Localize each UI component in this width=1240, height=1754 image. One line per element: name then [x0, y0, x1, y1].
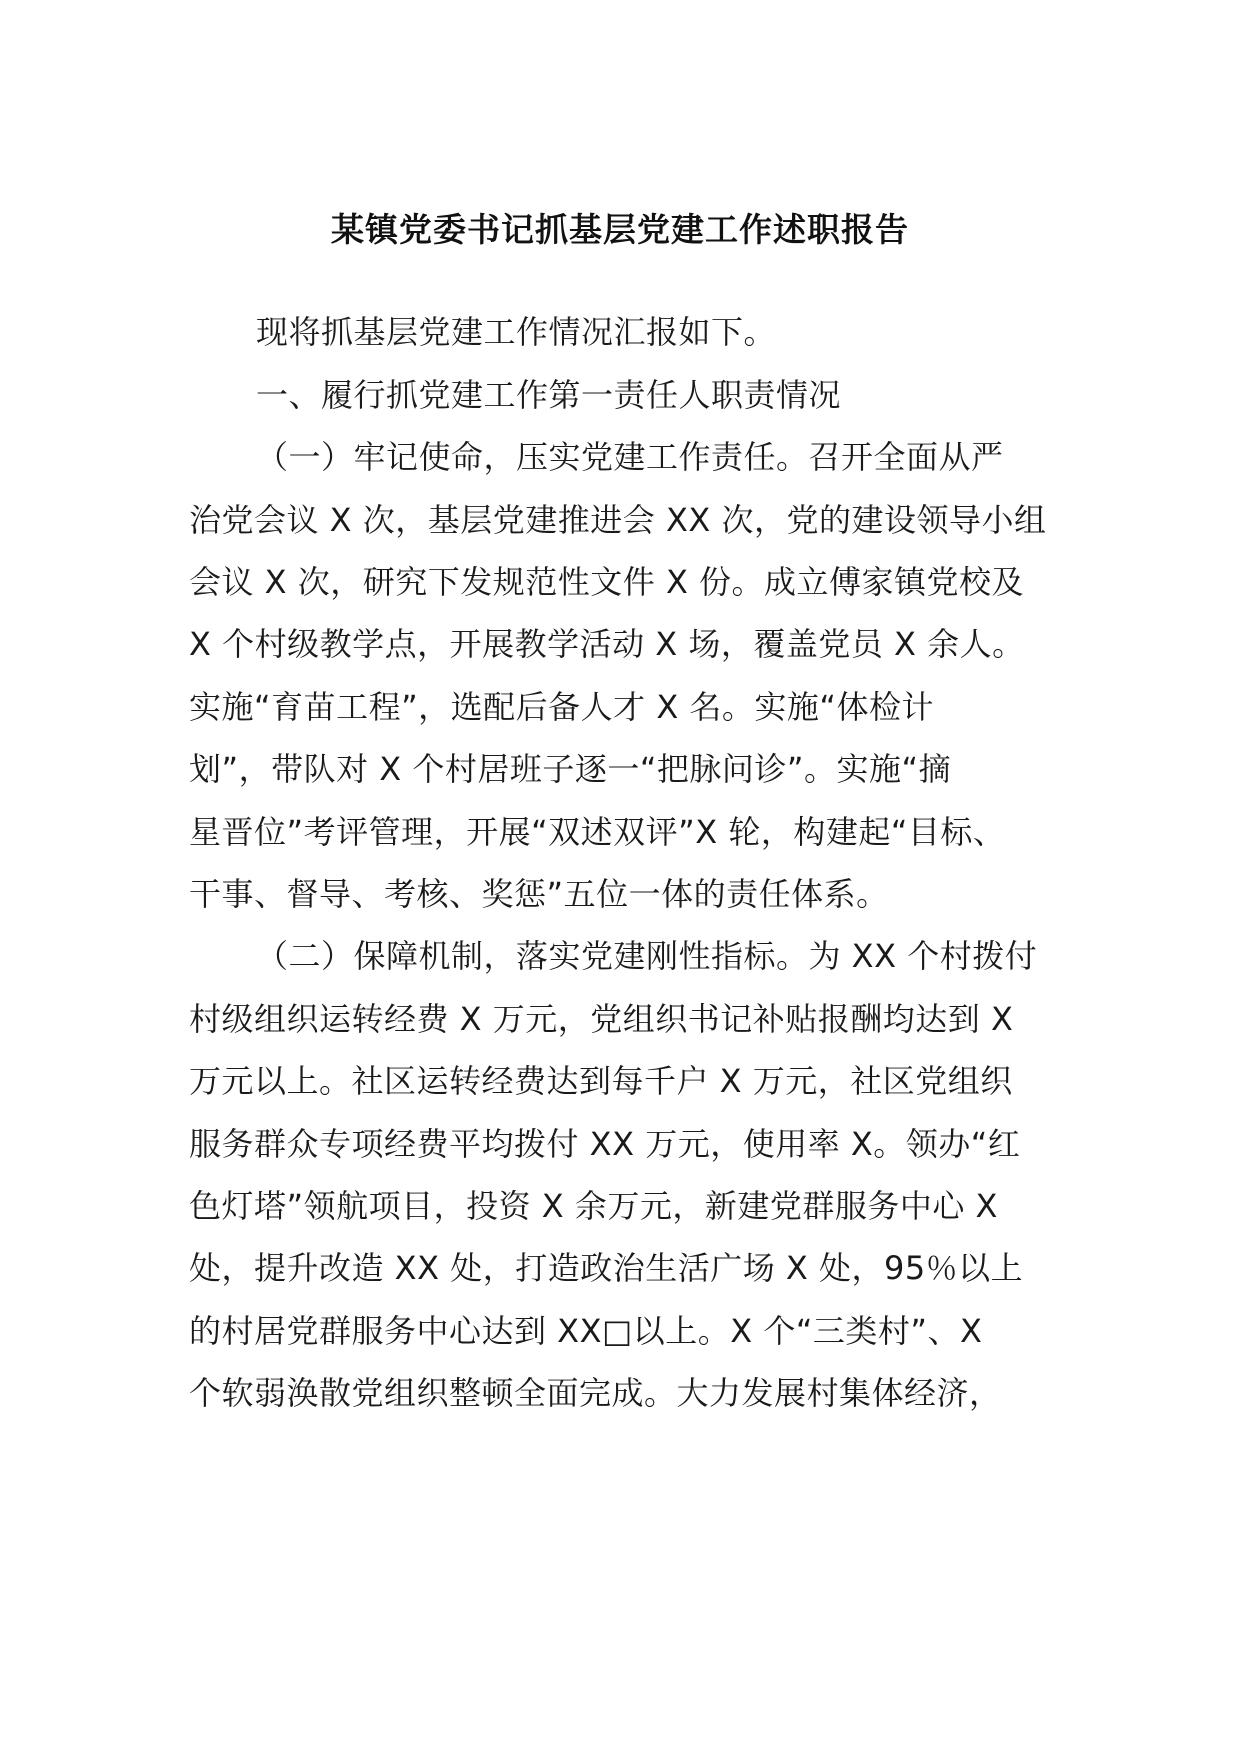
paragraph-line: 个软弱涣散党组织整顿全面完成。大力发展村集体经济，: [189, 1374, 1002, 1412]
intro-line: 现将抓基层党建工作情况汇报如下。: [256, 313, 777, 351]
paragraph-line: 村级组织运转经费 X 万元，党组织书记补贴报酬均达到 X: [189, 1000, 1014, 1038]
paragraph-line: （二）保障机制，落实党建刚性指标。为 XX 个村拨付: [256, 937, 1038, 975]
paragraph-line: 划”，带队对 X 个村居班子逐一“把脉问诊”。实施“摘: [189, 750, 952, 788]
paragraph-line: 处，提升改造 XX 处，打造政治生活广场 X 处，95％以上: [189, 1249, 1024, 1287]
paragraph-line: 的村居党群服务中心达到 XX□以上。X 个“三类村”、X: [189, 1312, 983, 1350]
paragraph-line: 实施“育苗工程”，选配后备人才 X 名。实施“体检计: [189, 688, 935, 726]
paragraph-line: 干事、督导、考核、奖惩”五位一体的责任体系。: [189, 875, 889, 913]
paragraph-line: （一）牢记使命，压实党建工作责任。召开全面从严: [256, 438, 1004, 476]
paragraph-line: 星晋位”考评管理，开展“双述双评”X 轮，构建起“目标、: [189, 813, 1006, 851]
paragraph-line: 服务群众专项经费平均拨付 XX 万元，使用率 X。领办“红: [189, 1125, 1021, 1163]
paragraph-line: 会议 X 次，研究下发规范性文件 X 份。成立傅家镇党校及: [189, 563, 1025, 601]
paragraph-line: 万元以上。社区运转经费达到每千户 X 万元，社区党组织: [189, 1062, 1013, 1100]
section-heading: 一、履行抓党建工作第一责任人职责情况: [256, 376, 842, 414]
paragraph-line: 治党会议 X 次，基层党建推进会 XX 次，党的建设领导小组: [189, 501, 1047, 539]
paragraph-line: 色灯塔”领航项目，投资 X 余万元，新建党群服务中心 X: [189, 1187, 998, 1225]
paragraph-line: X 个村级教学点，开展教学活动 X 场，覆盖党员 X 余人。: [189, 625, 1025, 663]
document-title: 某镇党委书记抓基层党建工作述职报告: [331, 210, 909, 249]
